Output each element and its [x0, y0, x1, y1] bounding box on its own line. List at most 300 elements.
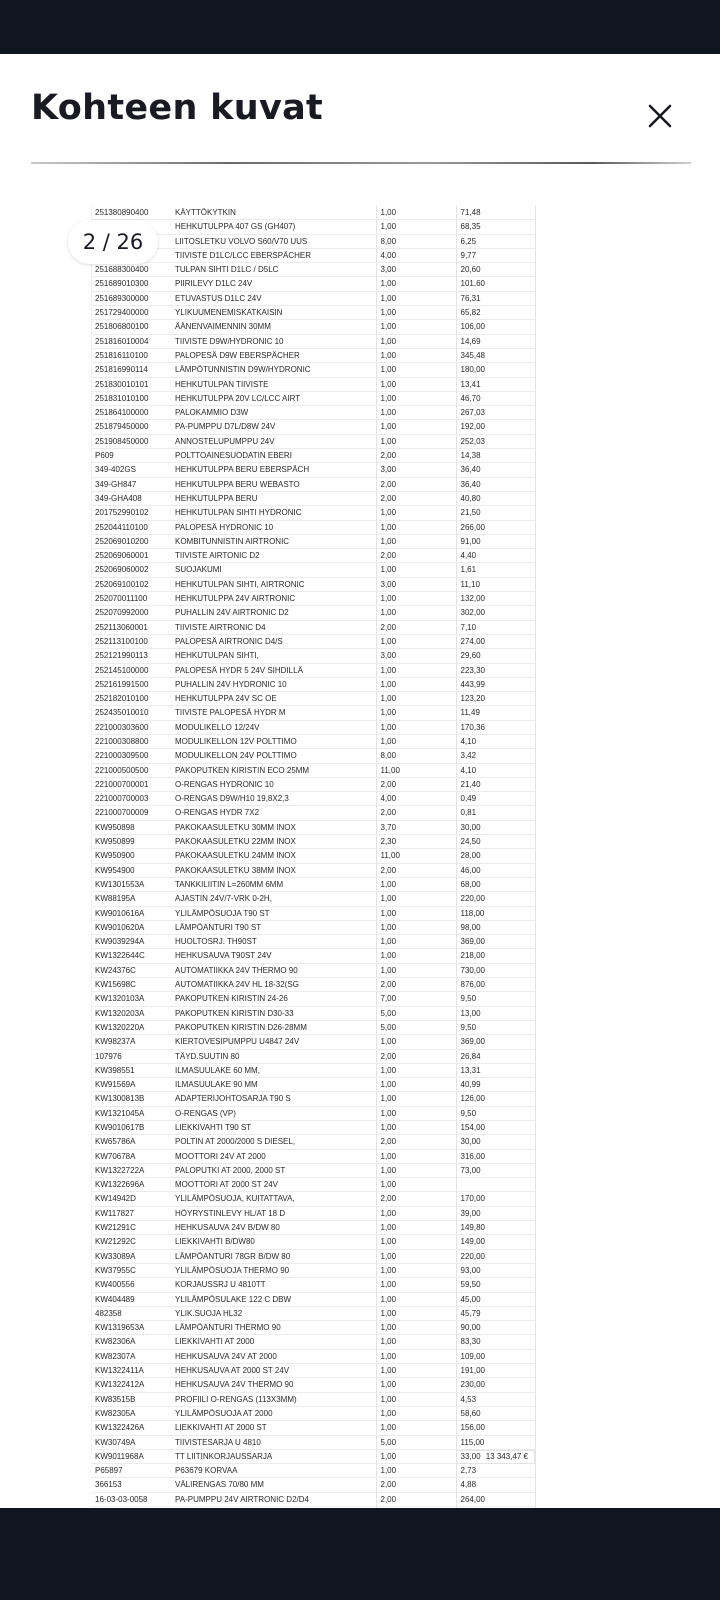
part-price: 180,00 [456, 363, 535, 377]
part-price: 109,00 [456, 1349, 535, 1363]
part-description: PALOPESÄ HYDRONIC 10 [171, 520, 376, 534]
part-code: KW33089A [91, 1249, 171, 1263]
part-code: KW9011968A [91, 1449, 171, 1463]
part-description: PAKOKAASULETKU 30MM INOX [171, 820, 376, 834]
part-price: 9,77 [456, 248, 535, 262]
part-description: POLTTOAINESUODATIN EBERI [171, 449, 376, 463]
table-row [91, 334, 535, 348]
part-price: 13,31 [456, 1063, 535, 1077]
table-row [91, 835, 535, 849]
part-code: 221000700009 [91, 806, 171, 820]
part-quantity: 2,00 [376, 1492, 456, 1506]
table-row [91, 877, 535, 891]
part-description: O-RENGAS HYDR 7X2 [171, 806, 376, 820]
part-price: 2,73 [456, 1464, 535, 1478]
part-description: PAKOKAASULETKU 22MM INOX [171, 835, 376, 849]
part-code: 252161991500 [91, 677, 171, 691]
part-code: 251908450000 [91, 434, 171, 448]
part-code: 251816010004 [91, 334, 171, 348]
part-code: KW82307A [91, 1349, 171, 1363]
part-description: PALOPUTKI AT 2000, 2000 ST [171, 1163, 376, 1177]
part-code: KW1301553A [91, 877, 171, 891]
part-description: O-RENGAS (VP) [171, 1106, 376, 1120]
part-quantity: 3,70 [376, 820, 456, 834]
part-code: 252044110100 [91, 520, 171, 534]
part-price: 68,00 [456, 877, 535, 891]
part-code: KW400556 [91, 1278, 171, 1292]
part-quantity: 1,00 [376, 1163, 456, 1177]
part-code: 221000500500 [91, 763, 171, 777]
part-quantity: 1,00 [376, 1235, 456, 1249]
table-row [91, 1435, 535, 1449]
part-code: 252069010200 [91, 534, 171, 548]
table-row [91, 606, 535, 620]
part-quantity: 1,00 [376, 334, 456, 348]
part-price: 106,00 [456, 320, 535, 334]
table-row [91, 863, 535, 877]
part-price: 1,61 [456, 563, 535, 577]
part-description: PAKOPUTKEN KIRISTIN D26-28MM [171, 1020, 376, 1034]
table-row [91, 1178, 535, 1192]
part-description: ÄÄNENVAIMENNIN 30MM [171, 320, 376, 334]
part-description: MOOTTORI 24V AT 2000 [171, 1149, 376, 1163]
part-quantity: 11,00 [376, 763, 456, 777]
part-quantity: 1,00 [376, 420, 456, 434]
part-quantity: 1,00 [376, 1392, 456, 1406]
table-row [91, 1135, 535, 1149]
part-quantity: 1,00 [376, 1278, 456, 1292]
part-price: 7,10 [456, 620, 535, 634]
part-code: KW404489 [91, 1292, 171, 1306]
part-price: 28,00 [456, 849, 535, 863]
part-description: PAKOKAASULETKU 24MM INOX [171, 849, 376, 863]
table-row [91, 1464, 535, 1478]
part-description: KÄYTTÖKYTKIN [171, 206, 376, 220]
part-quantity: 1,00 [376, 1206, 456, 1220]
part-quantity: 1,00 [376, 563, 456, 577]
part-description: LIEKKIVAHTI AT 2000 ST [171, 1421, 376, 1435]
part-description: HEHKUSAUVA 24V AT 2000 [171, 1349, 376, 1363]
part-code: P65897 [91, 1464, 171, 1478]
part-quantity: 2,00 [376, 1049, 456, 1063]
part-code: 251729400000 [91, 306, 171, 320]
table-row [91, 820, 535, 834]
table-row [91, 706, 535, 720]
part-quantity: 2,00 [376, 477, 456, 491]
part-code: KW1322696A [91, 1178, 171, 1192]
part-price: 302,00 [456, 606, 535, 620]
part-price: 170,00 [456, 1192, 535, 1206]
part-description: POLTIN AT 2000/2000 S DIESEL, [171, 1135, 376, 1149]
table-row [91, 291, 535, 305]
part-quantity: 3,00 [376, 577, 456, 591]
part-price: 223,30 [456, 663, 535, 677]
part-quantity: 8,00 [376, 234, 456, 248]
part-code: KW1322722A [91, 1163, 171, 1177]
table-row [91, 1492, 535, 1506]
part-price: 4,88 [456, 1478, 535, 1492]
part-description: VÄLIRENGAS 70/80 MM [171, 1478, 376, 1492]
part-code: KW954900 [91, 863, 171, 877]
part-code: KW82306A [91, 1335, 171, 1349]
part-price: 123,20 [456, 692, 535, 706]
part-quantity: 1,00 [376, 1449, 456, 1463]
part-description: TÄYD.SUUTIN 80 [171, 1049, 376, 1063]
divider [31, 162, 691, 164]
table-row [91, 1149, 535, 1163]
part-description: TIIVISTE AIRTRONIC D4 [171, 620, 376, 634]
part-quantity: 1,00 [376, 220, 456, 234]
part-quantity: 1,00 [376, 1078, 456, 1092]
table-row [91, 1163, 535, 1177]
part-description: HEHKUTULPPA 24V SC OE [171, 692, 376, 706]
part-price: 98,00 [456, 920, 535, 934]
part-description: HEHKUTULPAN SIHTI, [171, 649, 376, 663]
part-price: 46,00 [456, 863, 535, 877]
part-description: KORJAUSSRJ U 4810TT [171, 1278, 376, 1292]
part-quantity: 3,00 [376, 649, 456, 663]
part-quantity: 1,00 [376, 1292, 456, 1306]
part-code: 251688300400 [91, 263, 171, 277]
part-price: 132,00 [456, 592, 535, 606]
part-quantity: 1,00 [376, 1349, 456, 1363]
part-price: 170,36 [456, 720, 535, 734]
part-price: 40,80 [456, 491, 535, 505]
part-quantity: 2,00 [376, 1192, 456, 1206]
part-description: YLIK.SUOJA HL32 [171, 1306, 376, 1320]
part-quantity: 1,00 [376, 949, 456, 963]
part-description: AUTOMATIIKKA 24V HL 18-32(SG [171, 978, 376, 992]
part-price: 252,03 [456, 434, 535, 448]
part-description: PIIRILEVY D1LC 24V [171, 277, 376, 291]
table-row [91, 963, 535, 977]
part-quantity: 1,00 [376, 1106, 456, 1120]
table-row [91, 348, 535, 362]
part-code: 252069100102 [91, 577, 171, 591]
table-row [91, 920, 535, 934]
part-price: 14,38 [456, 449, 535, 463]
part-description: PALOKAMMIO D3W [171, 406, 376, 420]
part-price: 156,00 [456, 1421, 535, 1435]
part-quantity: 7,00 [376, 992, 456, 1006]
part-code: KW950899 [91, 835, 171, 849]
part-quantity: 2,00 [376, 863, 456, 877]
part-quantity: 1,00 [376, 606, 456, 620]
part-quantity: 1,00 [376, 1321, 456, 1335]
table-row [91, 434, 535, 448]
part-code: 201752990102 [91, 506, 171, 520]
table-row [91, 1049, 535, 1063]
part-price: 267,03 [456, 406, 535, 420]
part-quantity: 5,00 [376, 1435, 456, 1449]
part-quantity: 1,00 [376, 1063, 456, 1077]
part-code: 251689010300 [91, 277, 171, 291]
part-description: MODULIKELLON 12V POLTTIMO [171, 734, 376, 748]
part-description: PALOPESÄ HYDR 5 24V SIHDILLÄ [171, 663, 376, 677]
part-price: 11,10 [456, 577, 535, 591]
table-row [91, 763, 535, 777]
table-row [91, 892, 535, 906]
part-description: HEHKUTULPPA BERU WEBASTO [171, 477, 376, 491]
part-code: 251816990114 [91, 363, 171, 377]
table-row [91, 206, 535, 220]
table-row [91, 1278, 535, 1292]
part-code: 251380890400 [91, 206, 171, 220]
part-code: KW30749A [91, 1435, 171, 1449]
part-code: KW1322426A [91, 1421, 171, 1435]
part-price: 118,00 [456, 906, 535, 920]
part-description: HEHKUSAUVA T90ST 24V [171, 949, 376, 963]
part-price: 220,00 [456, 892, 535, 906]
part-price: 21,50 [456, 506, 535, 520]
table-row [91, 749, 535, 763]
part-code: KW398551 [91, 1063, 171, 1077]
document-image[interactable] [91, 206, 535, 1504]
part-code: 251816110100 [91, 348, 171, 362]
table-row [91, 420, 535, 434]
table-row [91, 978, 535, 992]
document-border [91, 206, 92, 1455]
part-quantity: 1,00 [376, 935, 456, 949]
part-code: KW21292C [91, 1235, 171, 1249]
part-quantity: 1,00 [376, 592, 456, 606]
part-description: MOOTTORI AT 2000 ST 24V [171, 1178, 376, 1192]
part-code: P609 [91, 449, 171, 463]
part-quantity: 2,30 [376, 835, 456, 849]
part-quantity: 1,00 [376, 1178, 456, 1192]
part-price: 9,50 [456, 992, 535, 1006]
part-description: PUHALLIN 24V HYDRONIC 10 [171, 677, 376, 691]
part-quantity: 1,00 [376, 320, 456, 334]
part-quantity: 1,00 [376, 506, 456, 520]
part-description: TIIVISTE D9W/HYDRONIC 10 [171, 334, 376, 348]
part-quantity: 5,00 [376, 1020, 456, 1034]
table-row [91, 263, 535, 277]
part-code: 221000309500 [91, 749, 171, 763]
part-description: P63679 KORVAA [171, 1464, 376, 1478]
part-description: LIITOSLETKU VOLVO S60/V70 UUS [171, 234, 376, 248]
part-price: 4,53 [456, 1392, 535, 1406]
part-code: 252070992000 [91, 606, 171, 620]
part-price: 220,00 [456, 1249, 535, 1263]
part-description: HEHKUSAUVA AT 2000 ST 24V [171, 1364, 376, 1378]
table-row [91, 363, 535, 377]
part-quantity: 1,00 [376, 1149, 456, 1163]
part-price: 20,60 [456, 263, 535, 277]
part-price: 876,00 [456, 978, 535, 992]
table-row [91, 777, 535, 791]
part-quantity: 1,00 [376, 391, 456, 405]
table-row [91, 806, 535, 820]
table-row [91, 248, 535, 262]
table-row [91, 949, 535, 963]
image-counter: 2 / 26 [68, 220, 158, 264]
part-price: 76,31 [456, 291, 535, 305]
part-code: KW1321045A [91, 1106, 171, 1120]
table-row [91, 220, 535, 234]
part-description: YLILÄMPÖSUOJA T90 ST [171, 906, 376, 920]
part-quantity: 1,00 [376, 377, 456, 391]
close-button[interactable] [640, 96, 680, 136]
part-price: 36,40 [456, 477, 535, 491]
part-description: YLILÄMPÖSUOJA AT 2000 [171, 1406, 376, 1420]
part-code: 252113100100 [91, 634, 171, 648]
parts-table-body [91, 206, 535, 1521]
part-quantity: 1,00 [376, 1464, 456, 1478]
part-price: 369,00 [456, 935, 535, 949]
part-code: 251689300000 [91, 291, 171, 305]
table-row [91, 592, 535, 606]
part-description: HEHKUTULPPA BERU [171, 491, 376, 505]
table-row [91, 1035, 535, 1049]
part-quantity: 11,00 [376, 849, 456, 863]
part-code: KW9010616A [91, 906, 171, 920]
part-price: 68,35 [456, 220, 535, 234]
part-price: 45,79 [456, 1306, 535, 1320]
part-price: 274,00 [456, 634, 535, 648]
part-code: KW91569A [91, 1078, 171, 1092]
part-description: HEHKUTULPPA BERU EBERSPÄCH [171, 463, 376, 477]
table-row [91, 549, 535, 563]
table-row [91, 520, 535, 534]
part-quantity: 1,00 [376, 434, 456, 448]
part-description: ILMASUULAKE 90 MM [171, 1078, 376, 1092]
part-description: YLIKUUMENEMISKATKAISIN [171, 306, 376, 320]
part-description: MODULIKELLON 24V POLTTIMO [171, 749, 376, 763]
part-code: 349-402GS [91, 463, 171, 477]
close-icon [640, 96, 680, 136]
part-description: YLILÄMPÖSUOJA, KUITATTAVA, [171, 1192, 376, 1206]
part-price: 46,70 [456, 391, 535, 405]
parts-table [91, 206, 536, 1521]
part-description: LÄMPÖANTURI T90 ST [171, 920, 376, 934]
part-price: 115,00 [456, 1435, 535, 1449]
part-code: KW83515B [91, 1392, 171, 1406]
part-code: KW1320220A [91, 1020, 171, 1034]
table-row [91, 1349, 535, 1363]
part-description: ETUVASTUS D1LC 24V [171, 291, 376, 305]
part-price: 14,69 [456, 334, 535, 348]
part-code: 252145100000 [91, 663, 171, 677]
part-quantity: 1,00 [376, 677, 456, 691]
part-price: 730,00 [456, 963, 535, 977]
part-description: HEHKUSAUVA 24V THERMO 90 [171, 1378, 376, 1392]
table-row [91, 449, 535, 463]
part-quantity: 1,00 [376, 534, 456, 548]
part-price: 29,60 [456, 649, 535, 663]
part-price [456, 1178, 535, 1192]
part-code: 251806800100 [91, 320, 171, 334]
part-description: HEHKUTULPPA 20V LC/LCC AIRT [171, 391, 376, 405]
part-description: TT LIITINKORJAUSSARJA [171, 1449, 376, 1463]
part-description: HÖYRYSTINLEVY HL/AT 18 D [171, 1206, 376, 1220]
part-quantity: 1,00 [376, 920, 456, 934]
table-row [91, 677, 535, 691]
part-quantity: 1,00 [376, 348, 456, 362]
table-row [91, 692, 535, 706]
part-price: 218,00 [456, 949, 535, 963]
part-quantity: 8,00 [376, 749, 456, 763]
part-code: 252121990113 [91, 649, 171, 663]
part-description: LIEKKIVAHTI B/DW80 [171, 1235, 376, 1249]
part-description: HUOLTOSRJ. TH90ST [171, 935, 376, 949]
table-row [91, 992, 535, 1006]
part-description: ADAPTERIJOHTOSARJA T90 S [171, 1092, 376, 1106]
part-description: PAKOPUTKEN KIRISTIN ECO 25MM [171, 763, 376, 777]
part-description: O-RENGAS HYDRONIC 10 [171, 777, 376, 791]
part-description: LÄMPÖANTURI 78GR B/DW 80 [171, 1249, 376, 1263]
part-quantity: 1,00 [376, 634, 456, 648]
part-quantity: 1,00 [376, 1335, 456, 1349]
part-price: 58,60 [456, 1406, 535, 1420]
part-description: ILMASUULAKE 60 MM, [171, 1063, 376, 1077]
part-description: HEHKUTULPAN SIHTI HYDRONIC [171, 506, 376, 520]
part-price: 33,00 [456, 1449, 535, 1463]
table-row [91, 377, 535, 391]
table-row [91, 1478, 535, 1492]
part-price: 345,48 [456, 348, 535, 362]
part-quantity: 2,00 [376, 777, 456, 791]
part-quantity: 2,00 [376, 1135, 456, 1149]
part-code: KW1322412A [91, 1378, 171, 1392]
part-code: KW24376C [91, 963, 171, 977]
table-row [91, 477, 535, 491]
table-row [91, 649, 535, 663]
part-code: 252069060002 [91, 563, 171, 577]
part-code: KW1320203A [91, 1006, 171, 1020]
part-code: 221000303600 [91, 720, 171, 734]
part-description: YLILÄMPÖSUOJA THERMO 90 [171, 1263, 376, 1277]
table-row [91, 1392, 535, 1406]
part-description: PAKOPUTKEN KIRISTIN D30-33 [171, 1006, 376, 1020]
part-price: 71,48 [456, 206, 535, 220]
part-quantity: 1,00 [376, 1263, 456, 1277]
part-price: 11,49 [456, 706, 535, 720]
part-price: 4,10 [456, 734, 535, 748]
status-bar [0, 0, 720, 54]
part-description: PALOPESÄ AIRTRONIC D4/S [171, 634, 376, 648]
part-code: KW98237A [91, 1035, 171, 1049]
table-row [91, 391, 535, 405]
part-description: HEHKUTULPPA 24V AIRTRONIC [171, 592, 376, 606]
part-price: 149,80 [456, 1221, 535, 1235]
part-code: 482358 [91, 1306, 171, 1320]
part-code: 252069060001 [91, 549, 171, 563]
part-price: 40,99 [456, 1078, 535, 1092]
table-row [91, 1206, 535, 1220]
table-row [91, 1364, 535, 1378]
part-description: PROFIILI O-RENGAS (113X3MM) [171, 1392, 376, 1406]
part-code: 107976 [91, 1049, 171, 1063]
part-price: 24,50 [456, 835, 535, 849]
part-quantity: 2,00 [376, 978, 456, 992]
part-price: 3,42 [456, 749, 535, 763]
part-code: 251864100000 [91, 406, 171, 420]
part-description: TIIVISTE PALOPESÄ HYDR M [171, 706, 376, 720]
table-row [91, 1306, 535, 1320]
part-description: ANNOSTELUPUMPPU 24V [171, 434, 376, 448]
part-price: 0,81 [456, 806, 535, 820]
table-row [91, 663, 535, 677]
table-row [91, 1249, 535, 1263]
part-price: 26,84 [456, 1049, 535, 1063]
part-description: KIERTOVESIPUMPPU U4847 24V [171, 1035, 376, 1049]
part-price: 65,82 [456, 306, 535, 320]
part-quantity: 2,00 [376, 449, 456, 463]
part-price: 21,40 [456, 777, 535, 791]
part-price: 91,00 [456, 534, 535, 548]
part-quantity: 1,00 [376, 291, 456, 305]
